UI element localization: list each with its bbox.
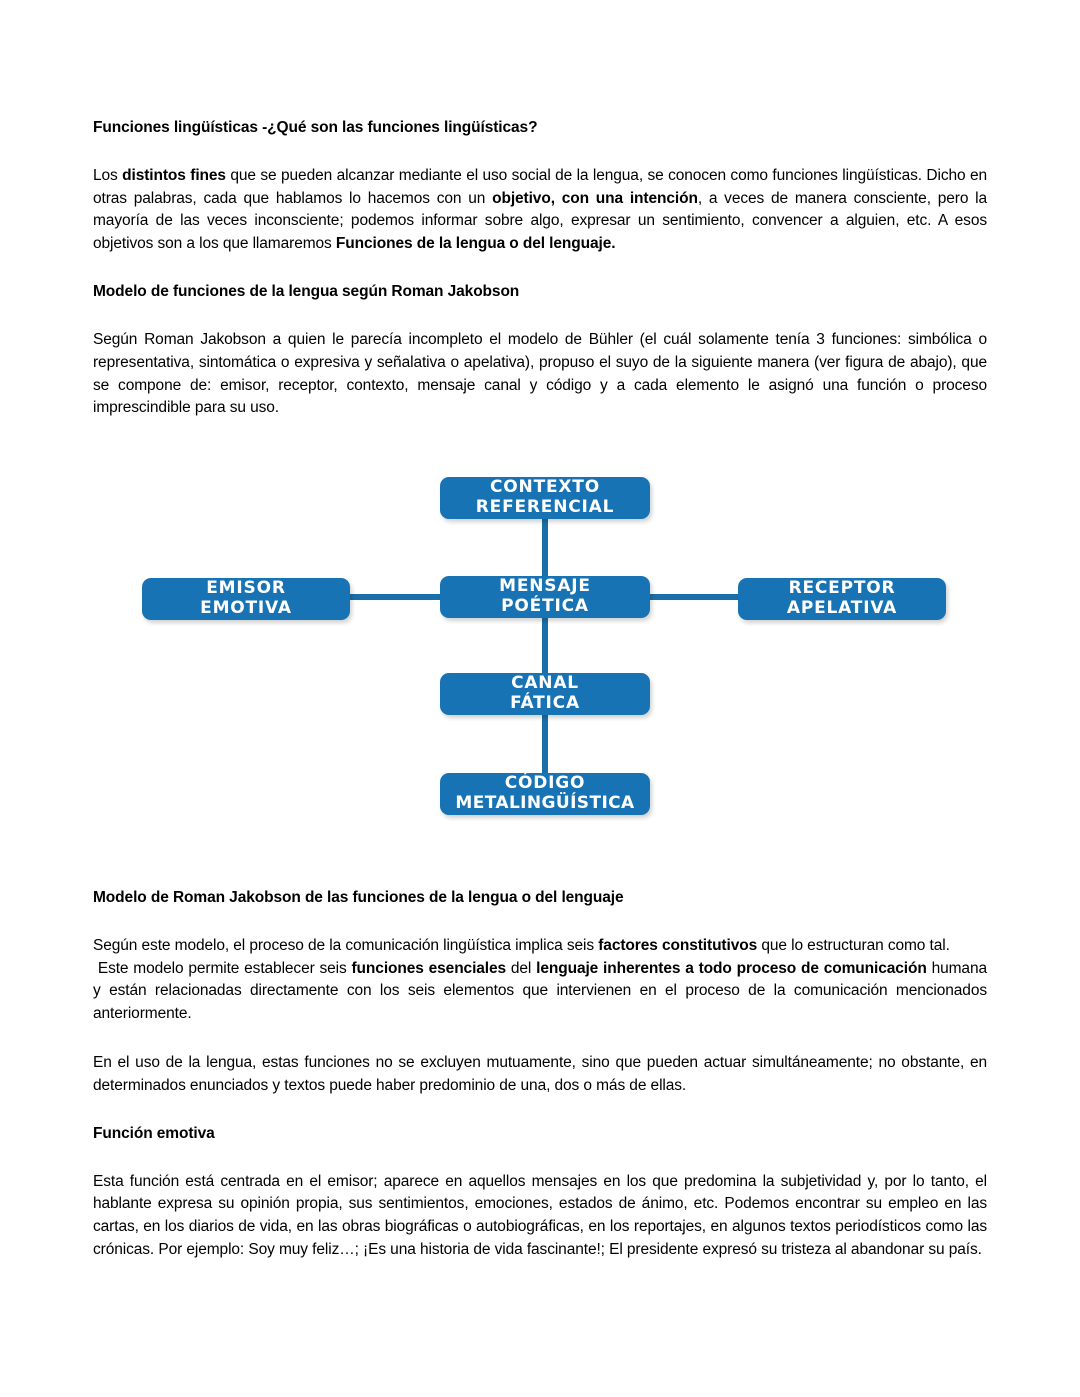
spacer — [93, 303, 987, 329]
connector-canal-codigo — [542, 710, 548, 778]
section-heading-funcion-emotiva: Función emotiva — [93, 1124, 215, 1142]
diagram-box-contexto-function: REFERENCIAL — [475, 497, 615, 517]
section-heading-jakobson-model: Modelo de Roman Jakobson de las funciones de la lengua o del lenguaje — [93, 889, 624, 906]
diagram-box-receptor — [738, 578, 946, 620]
section-heading-modelo-jakobson: Modelo de funciones de la lengua según Roman Jakobson — [93, 283, 520, 301]
page-title: Funciones lingüísticas -¿Qué son las funciones lingüísticas? — [93, 119, 538, 136]
diagram-box-codigo-function: METALINGÜÍSTICA — [455, 793, 635, 813]
spacer — [93, 1145, 987, 1171]
document-body-lower — [93, 888, 987, 1262]
diagram-box-codigo-element: CÓDIGO — [504, 773, 586, 794]
spacer — [93, 1098, 987, 1124]
diagram-box-receptor-element: RECEPTOR — [788, 578, 896, 599]
diagram-box-receptor-function: APELATIVA — [786, 598, 898, 618]
connector-contexto-mensaje — [542, 512, 548, 582]
diagram-box-canal-element: CANAL — [511, 673, 579, 694]
modelo-paragraph: Según Roman Jakobson a quien le parecía incompleto el modelo de Bühler (el cuál solamente tenía 3 funciones: simbólica o representativa, sintomática o expresiva y señalativa o apelativa), propuso el suyo de la siguiente manera (ver figura de abajo), que se compone de: emisor, receptor, contexto, mensaje canal y código y a cada elemento le asignó una función o proceso imprescindible para su uso. — [93, 330, 987, 417]
intro-paragraph: Los distintos fines que se pueden alcanzar mediante el uso social de la lengua, se conocen como funciones lingüísticas. Dicho en otras palabras, cada que hablamos lo hacemos con un objetivo, con una intención, a veces de manera consciente, pero la mayoría de las veces inconsciente; podemos informar sobre algo, expresar un sentimiento, convencer a alguien, etc. A esos objetivos son a los que llamaremos Funciones de la lengua o del lenguaje. — [93, 166, 988, 253]
spacer — [93, 1026, 987, 1052]
spacer — [93, 139, 987, 165]
diagram-box-emisor-function: EMOTIVA — [200, 598, 292, 618]
diagram-box-canal — [440, 673, 650, 715]
connector-mensaje-canal — [542, 612, 548, 678]
jakobson-paragraph-3: En el uso de la lengua, estas funciones no se excluyen mutuamente, sino que pueden actuar simultáneamente; no obstante, en determinados enunciados y textos puede haber predominio de una, dos o más de ellas. — [93, 1054, 987, 1094]
diagram-box-contexto — [440, 477, 650, 519]
diagram-box-emisor-element: EMISOR — [206, 578, 286, 599]
spacer — [93, 909, 987, 935]
diagram-box-canal-function: FÁTICA — [510, 693, 580, 713]
diagram-box-mensaje-function: POÉTICA — [501, 596, 589, 616]
connector-mensaje-receptor — [645, 594, 743, 600]
jakobson-paragraph-1: Según este modelo, el proceso de la comunicación lingüística implica seis factores constitutivos que lo estructuran como tal. — [93, 936, 950, 954]
diagram-box-emisor — [142, 578, 350, 620]
emotiva-paragraph: Esta función está centrada en el emisor; aparece en aquellos mensajes en los que predomina la subjetividad y, por lo tanto, el hablante expresa su opinión propia, sus sentimientos, emociones, estados de ánimo, etc. Podemos encontrar su empleo en las cartas, en los diarios de vida, en las obras biográficas o autobiográficas, en los reportajes, en algunos textos periodísticos como las crónicas. Por ejemplo: Soy muy feliz…; ¡Es una historia de vida fascinante!; El presidente expresó su tristeza al abandonar su país. — [93, 1172, 987, 1258]
spacer — [93, 256, 987, 282]
diagram-box-mensaje — [440, 576, 650, 618]
connector-emisor-mensaje — [345, 594, 445, 600]
diagram-box-codigo — [440, 773, 650, 815]
diagram-box-mensaje-element: MENSAJE — [499, 576, 591, 597]
jakobson-paragraph-2: Este modelo permite establecer seis funciones esenciales del lenguaje inherentes a todo proceso de comunicación humana y están relacionadas directamente con los seis elementos que intervienen en el proceso de la comunicación mencionados anteriormente. — [93, 959, 987, 1023]
document-body — [93, 118, 987, 420]
diagram-box-contexto-element: CONTEXTO — [490, 477, 600, 498]
